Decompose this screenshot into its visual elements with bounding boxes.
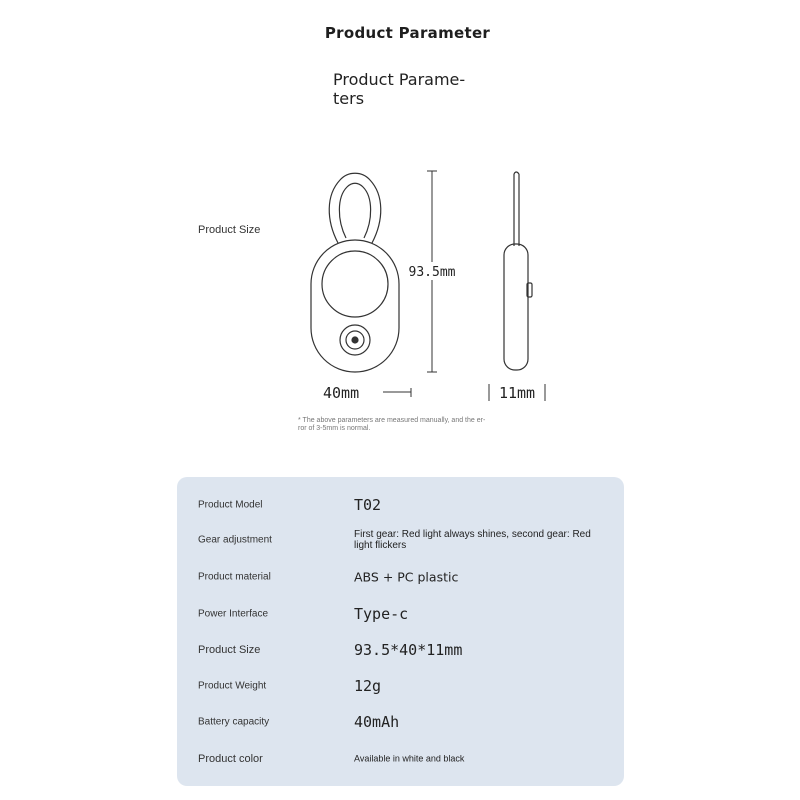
depth-dimension: 11mm [498, 384, 536, 402]
spec-value: T02 [354, 496, 382, 514]
device-body-side [504, 244, 528, 370]
device-body-front [311, 240, 399, 372]
spec-value: 93.5*40*11mm [354, 641, 463, 659]
spec-table [177, 477, 624, 786]
subtitle-line-2: ters [333, 89, 365, 108]
spec-value: First gear: Red light always shines, second gear: Red light flickers [354, 529, 591, 551]
spec-value: 40mAh [354, 713, 400, 731]
spec-label: Product material [198, 571, 271, 583]
keyring-loop-outer [329, 173, 381, 243]
spec-label: Power Interface [198, 608, 269, 620]
display-circle [322, 251, 388, 317]
spec-value: ABS + PC plastic [354, 569, 459, 585]
spec-label: Gear adjustment [198, 534, 272, 546]
note-line-1: * The above parameters are measured manually, and the er- [298, 417, 486, 424]
front-view [311, 173, 399, 372]
spec-label: Battery capacity [198, 716, 270, 728]
keyring-loop-inner [339, 183, 370, 238]
button-center [352, 337, 358, 343]
height-dimension: 93.5mm [408, 265, 456, 280]
subtitle-line-1: Product Parame- [333, 70, 466, 89]
spec-value: 12g [354, 677, 382, 695]
width-dimension: 40mm [323, 384, 360, 402]
spec-label: Product Size [198, 644, 261, 656]
spec-value: Available in white and black [354, 753, 465, 764]
measurement-note [298, 417, 508, 433]
page-title: Product Parameter [324, 24, 491, 42]
spec-label: Product Weight [198, 680, 267, 692]
spec-value: Type-c [354, 605, 409, 623]
side-view [504, 172, 532, 370]
width-dimension-line [383, 388, 411, 397]
product-size-label: Product Size [198, 224, 261, 236]
spec-label: Product Model [198, 499, 263, 511]
spec-label: Product color [198, 753, 263, 765]
note-line-2: ror of 3-5mm is normal. [298, 425, 371, 432]
